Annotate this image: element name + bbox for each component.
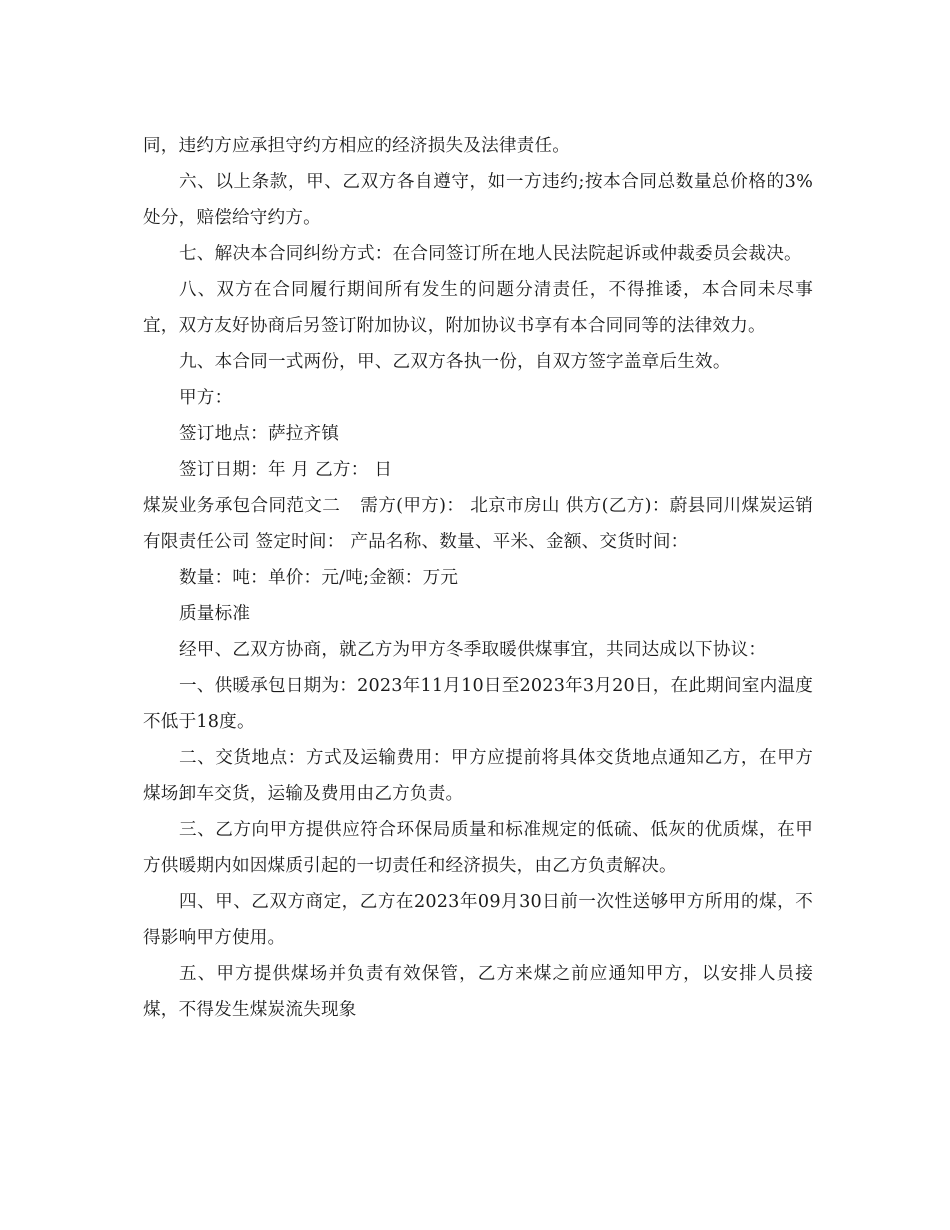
party-a-label: 甲方： bbox=[179, 388, 233, 408]
clause-4: 四、甲、乙双方商定，乙方在2023年09月30日前一次性送够甲方所用的煤，不得影响甲方使用。 bbox=[143, 892, 813, 948]
clause-2: 二、交货地点：方式及运输费用：甲方应提前将具体交货地点通知乙方，在甲方煤场卸车交货，运输及费用由乙方负责。 bbox=[143, 748, 813, 804]
agreement-intro: 经甲、乙双方协商，就乙方为甲方冬季取暖供煤事宜，共同达成以下协议： bbox=[179, 640, 767, 660]
clause-9: 九、本合同一式两份，甲、乙双方各执一份，自双方签字盖章后生效。 bbox=[179, 352, 731, 372]
paragraph-continuation: 同，违约方应承担守约方相应的经济损失及法律责任。 bbox=[143, 136, 571, 156]
clause-8: 八、双方在合同履行期间所有发生的问题分清责任，不得推诿，本合同未尽事宜，双方友好协商后另签订附加协议，附加协议书享有本合同同等的法律效力。 bbox=[143, 280, 813, 336]
clause-1: 一、供暖承包日期为：2023年11月10日至2023年3月20日，在此期间室内温度不低于18度。 bbox=[143, 676, 813, 732]
contract-two-parties: 需方(甲方)： 北京市房山 供方(乙方)：蔚县同川煤炭运销有限责任公司 签定时间： 产品名称、数量、平米、金额、交货时间： bbox=[143, 496, 813, 552]
clause-3: 三、乙方向甲方提供应符合环保局质量和标准规定的低硫、低灰的优质煤，在甲方供暖期内如因煤质引起的一切责任和经济损失，由乙方负责解决。 bbox=[143, 820, 813, 876]
contract-two-title: 煤炭业务承包合同范文二 bbox=[143, 496, 341, 516]
signing-date: 签订日期：年 月 乙方： 日 bbox=[179, 460, 393, 480]
signing-place: 签订地点：萨拉齐镇 bbox=[179, 424, 340, 444]
quantity-price-line: 数量：吨：单价：元/吨;金额：万元 bbox=[179, 568, 459, 588]
contract-two-header bbox=[143, 488, 813, 560]
quality-standard-heading: 质量标准 bbox=[179, 604, 251, 624]
clause-5: 五、甲方提供煤场并负责有效保管，乙方来煤之前应通知甲方，以安排人员接煤，不得发生煤炭流失现象 bbox=[143, 964, 813, 1020]
clause-7: 七、解决本合同纠纷方式：在合同签订所在地人民法院起诉或仲裁委员会裁决。 bbox=[179, 244, 802, 264]
clause-6: 六、以上条款，甲、乙双方各自遵守，如一方违约;按本合同总数量总价格的3%处分，赔偿给守约方。 bbox=[143, 172, 813, 228]
document-body bbox=[143, 128, 813, 1028]
